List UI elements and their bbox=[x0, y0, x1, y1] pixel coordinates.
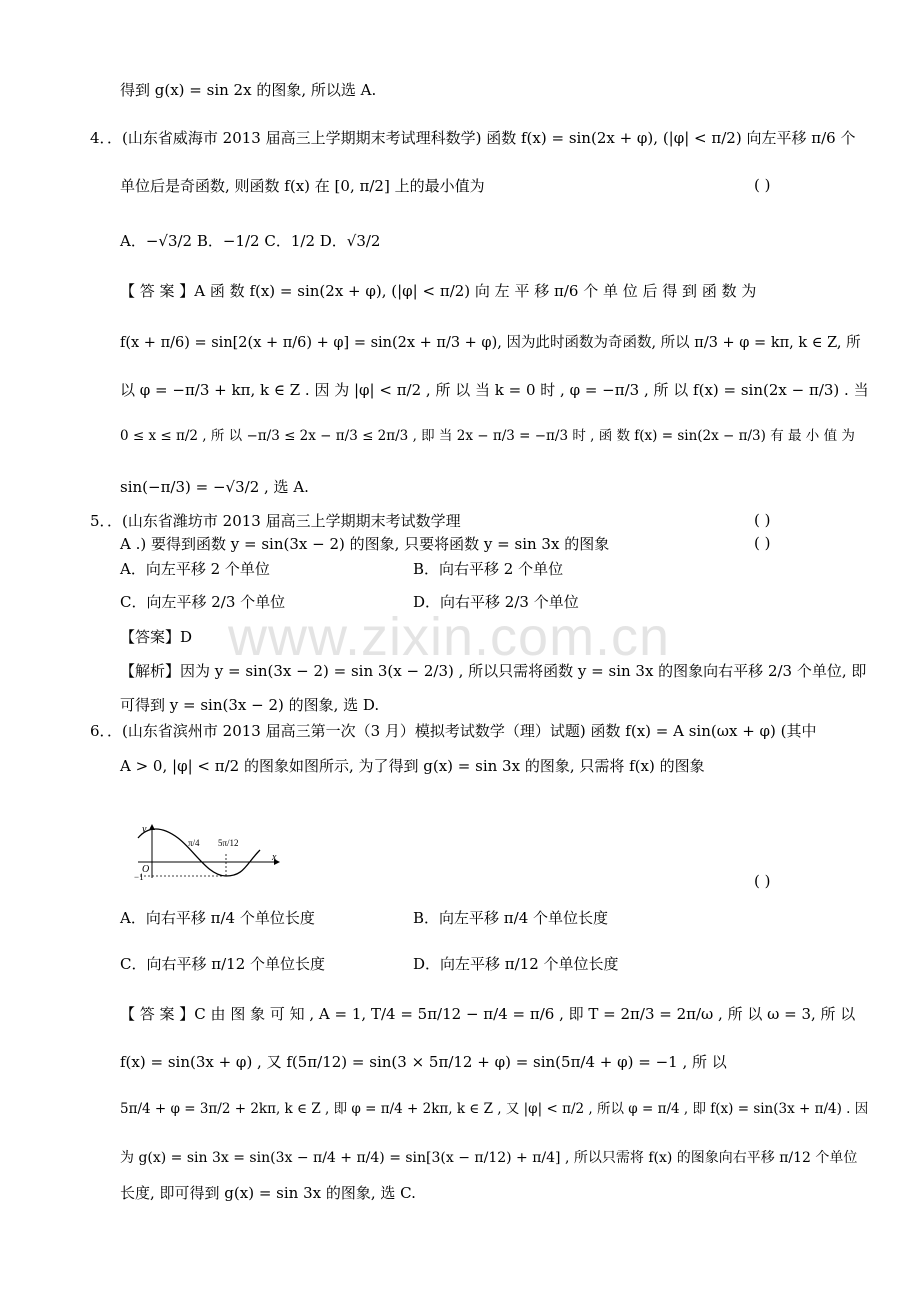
text-line: A．向右平移 π/4 个单位长度 bbox=[120, 909, 315, 927]
watermark: www.zixin.com.cn bbox=[228, 607, 671, 667]
answer-bracket: ( ) bbox=[754, 511, 771, 529]
text-line: A．向左平移 2 个单位 bbox=[120, 560, 270, 578]
text-line: 可得到 y = sin(3x − 2) 的图象, 选 D. bbox=[120, 696, 380, 714]
text-line: 【 答 案 】C 由 图 象 可 知 , A = 1, T/4 = 5π/12 − π/4 = π/6 , 即 T = 2π/3 = 2π/ω , 所 以 ω = 3, 所 以 bbox=[120, 1005, 856, 1023]
text-line: D．向右平移 2/3 个单位 bbox=[413, 593, 579, 611]
text-line: f(x + π/6) = sin[2(x + π/6) + φ] = sin(2x + π/3 + φ), 因为此时函数为奇函数, 所以 π/3 + φ = kπ, k ∈ Z, 所 bbox=[120, 335, 861, 351]
sine-graph-figure bbox=[134, 824, 284, 880]
text-line: 为 g(x) = sin 3x = sin(3x − π/4 + π/4) = sin[3(x − π/12) + π/4] , 所以只需将 f(x) 的图象向右平移 π/12 个单位 bbox=[120, 1150, 858, 1166]
text-line: 5π/4 + φ = 3π/2 + 2kπ, k ∈ Z , 即 φ = π/4 + 2kπ, k ∈ Z , 又 |φ| < π/2 , 所以 φ = π/4 , 即 f(x) = sin(3x + π/4) . 因 bbox=[120, 1101, 869, 1117]
text-line: f(x) = sin(3x + φ) , 又 f(5π/12) = sin(3 × 5π/12 + φ) = sin(5π/4 + φ) = −1 , 所 以 bbox=[120, 1053, 727, 1071]
text-line: 以 φ = −π/3 + kπ, k ∈ Z . 因 为 |φ| < π/2 , 所 以 当 k = 0 时 , φ = −π/3 , 所 以 f(x) = sin(2x − π/3) . 当 bbox=[120, 381, 869, 399]
text-line: 6．．(山东省滨州市 2013 届高三第一次（3 月）模拟考试数学（理）试题) 函数 f(x) = A sin(ωx + φ) (其中 bbox=[90, 722, 817, 740]
text-line: A．−√3/2 B．−1/2 C．1/2 D．√3/2 bbox=[120, 232, 381, 250]
text-line: 【解析】因为 y = sin(3x − 2) = sin 3(x − 2/3) , 所以只需将函数 y = sin 3x 的图象向右平移 2/3 个单位, 即 bbox=[120, 662, 867, 680]
text-line: 单位后是奇函数, 则函数 f(x) 在 [0, π/2] 上的最小值为 bbox=[120, 177, 485, 195]
text-line: 【答案】D bbox=[120, 628, 193, 646]
text-line: C．向左平移 2/3 个单位 bbox=[120, 593, 286, 611]
origin-label: O bbox=[142, 864, 150, 875]
text-line: C．向右平移 π/12 个单位长度 bbox=[120, 955, 326, 973]
text-line: B．向右平移 2 个单位 bbox=[413, 560, 564, 578]
answer-bracket: ( ) bbox=[754, 872, 771, 890]
minus-one-label: −1 bbox=[134, 872, 144, 880]
text-line: 0 ≤ x ≤ π/2 , 所 以 −π/3 ≤ 2x − π/3 ≤ 2π/3 , 即 当 2x − π/3 = −π/3 时 , 函 数 f(x) = sin(2x − π/3) 有 最 小 值 为 bbox=[120, 428, 855, 444]
text-line: A > 0, |φ| < π/2 的图象如图所示, 为了得到 g(x) = sin 3x 的图象, 只需将 f(x) 的图象 bbox=[120, 757, 705, 775]
text-line: 4．．(山东省威海市 2013 届高三上学期期末考试理科数学) 函数 f(x) = sin(2x + φ), (|φ| < π/2) 向左平移 π/6 个 bbox=[90, 129, 856, 147]
y-axis-label: y bbox=[142, 824, 147, 835]
text-line: B．向左平移 π/4 个单位长度 bbox=[413, 909, 609, 927]
text-line: 得到 g(x) = sin 2x 的图象, 所以选 A. bbox=[120, 81, 377, 99]
tick-pi-over-4: π/4 bbox=[188, 838, 200, 848]
text-line: D．向左平移 π/12 个单位长度 bbox=[413, 955, 619, 973]
x-axis-label: x bbox=[272, 852, 277, 863]
text-line: 5．．(山东省潍坊市 2013 届高三上学期期末考试数学理 bbox=[90, 512, 461, 530]
answer-bracket: ( ) bbox=[754, 534, 771, 552]
text-line: sin(−π/3) = −√3/2 , 选 A. bbox=[120, 478, 309, 496]
answer-bracket: ( ) bbox=[754, 176, 771, 194]
text-line: 【 答 案 】A 函 数 f(x) = sin(2x + φ), (|φ| < π/2) 向 左 平 移 π/6 个 单 位 后 得 到 函 数 为 bbox=[120, 282, 757, 300]
text-line: 长度, 即可得到 g(x) = sin 3x 的图象, 选 C. bbox=[120, 1184, 416, 1202]
tick-5pi-over-12: 5π/12 bbox=[218, 838, 239, 848]
sine-curve bbox=[138, 829, 260, 876]
text-line: A .) 要得到函数 y = sin(3x − 2) 的图象, 只要将函数 y = sin 3x 的图象 bbox=[120, 535, 610, 553]
